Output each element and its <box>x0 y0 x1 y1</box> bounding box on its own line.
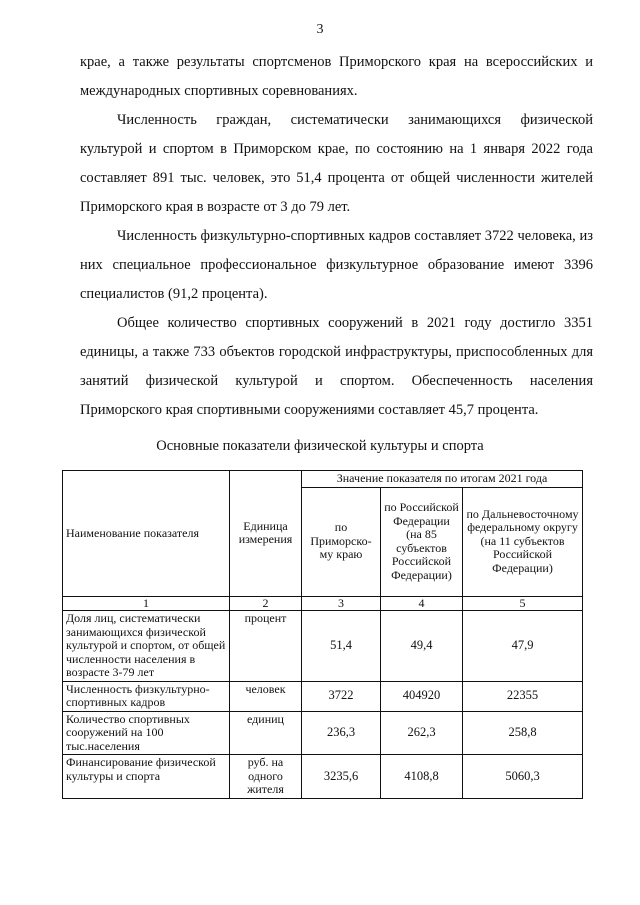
header-unit: Единица измерения <box>230 471 302 597</box>
row-unit: единиц <box>230 711 302 755</box>
table-row <box>63 681 583 711</box>
header-row <box>63 471 583 488</box>
column-number: 1 <box>63 596 230 611</box>
column-number: 4 <box>381 596 463 611</box>
header-group: Значение показателя по итогам 2021 года <box>302 471 583 488</box>
row-unit: руб. на одного жителя <box>230 755 302 799</box>
body-text <box>80 48 593 425</box>
header-name: Наименование показателя <box>63 471 230 597</box>
table-row <box>63 755 583 799</box>
header-fareast: по Дальневосточному федеральному округу (на 11 субъектов Российской Федерации) <box>463 487 583 596</box>
column-numbers-row <box>63 596 583 611</box>
indicators-table <box>62 470 583 799</box>
table-row <box>63 711 583 755</box>
row-name: Финансирование физической культуры и спорта <box>63 755 230 799</box>
row-value-fareast: 22355 <box>463 681 583 711</box>
row-name: Доля лиц, систематически занимающихся физической культурой и спортом, от общей численности населения в возрасте 3-79 лет <box>63 611 230 682</box>
row-name: Численность физкультурно-спортивных кадров <box>63 681 230 711</box>
row-value-russia: 4108,8 <box>381 755 463 799</box>
paragraph: Общее количество спортивных сооружений в 2021 году достигло 3351 единицы, а также 733 объектов городской инфраструктуры, приспособленных для занятий физической культурой и спортом. Обеспеченность населения Приморского края спортивными сооружениями составляет 45,7 процента. <box>80 315 593 418</box>
row-value-fareast: 5060,3 <box>463 755 583 799</box>
column-number: 5 <box>463 596 583 611</box>
row-value-primorsky: 51,4 <box>302 611 381 682</box>
row-value-primorsky: 3722 <box>302 681 381 711</box>
header-primorsky: по Приморско-му краю <box>302 487 381 596</box>
table-title: Основные показатели физической культуры и спорта <box>156 438 484 454</box>
paragraph: крае, а также результаты спортсменов Приморского края на всероссийских и международных спортивных соревнованиях. <box>80 54 593 99</box>
row-name: Количество спортивных сооружений на 100 тыс.населения <box>63 711 230 755</box>
row-value-russia: 404920 <box>381 681 463 711</box>
paragraph: Численность физкультурно-спортивных кадров составляет 3722 человека, из них специальное профессиональное физкультурное образование имеют 3396 специалистов (91,2 процента). <box>80 228 593 302</box>
paragraph: Численность граждан, систематически занимающихся физической культурой и спортом в Приморском крае, по состоянию на 1 января 2022 года составляет 891 тыс. человек, это 51,4 процента от общей численности жителей Приморского края в возрасте от 3 до 79 лет. <box>80 112 593 215</box>
table-row <box>63 611 583 682</box>
column-number: 3 <box>302 596 381 611</box>
row-unit: процент <box>230 611 302 682</box>
row-unit: человек <box>230 681 302 711</box>
row-value-fareast: 47,9 <box>463 611 583 682</box>
row-value-primorsky: 236,3 <box>302 711 381 755</box>
row-value-russia: 262,3 <box>381 711 463 755</box>
row-value-russia: 49,4 <box>381 611 463 682</box>
row-value-primorsky: 3235,6 <box>302 755 381 799</box>
page-number: 3 <box>316 22 324 37</box>
column-number: 2 <box>230 596 302 611</box>
row-value-fareast: 258,8 <box>463 711 583 755</box>
header-russia: по Российской Федерации (на 85 субъектов Российской Федерации) <box>381 487 463 596</box>
